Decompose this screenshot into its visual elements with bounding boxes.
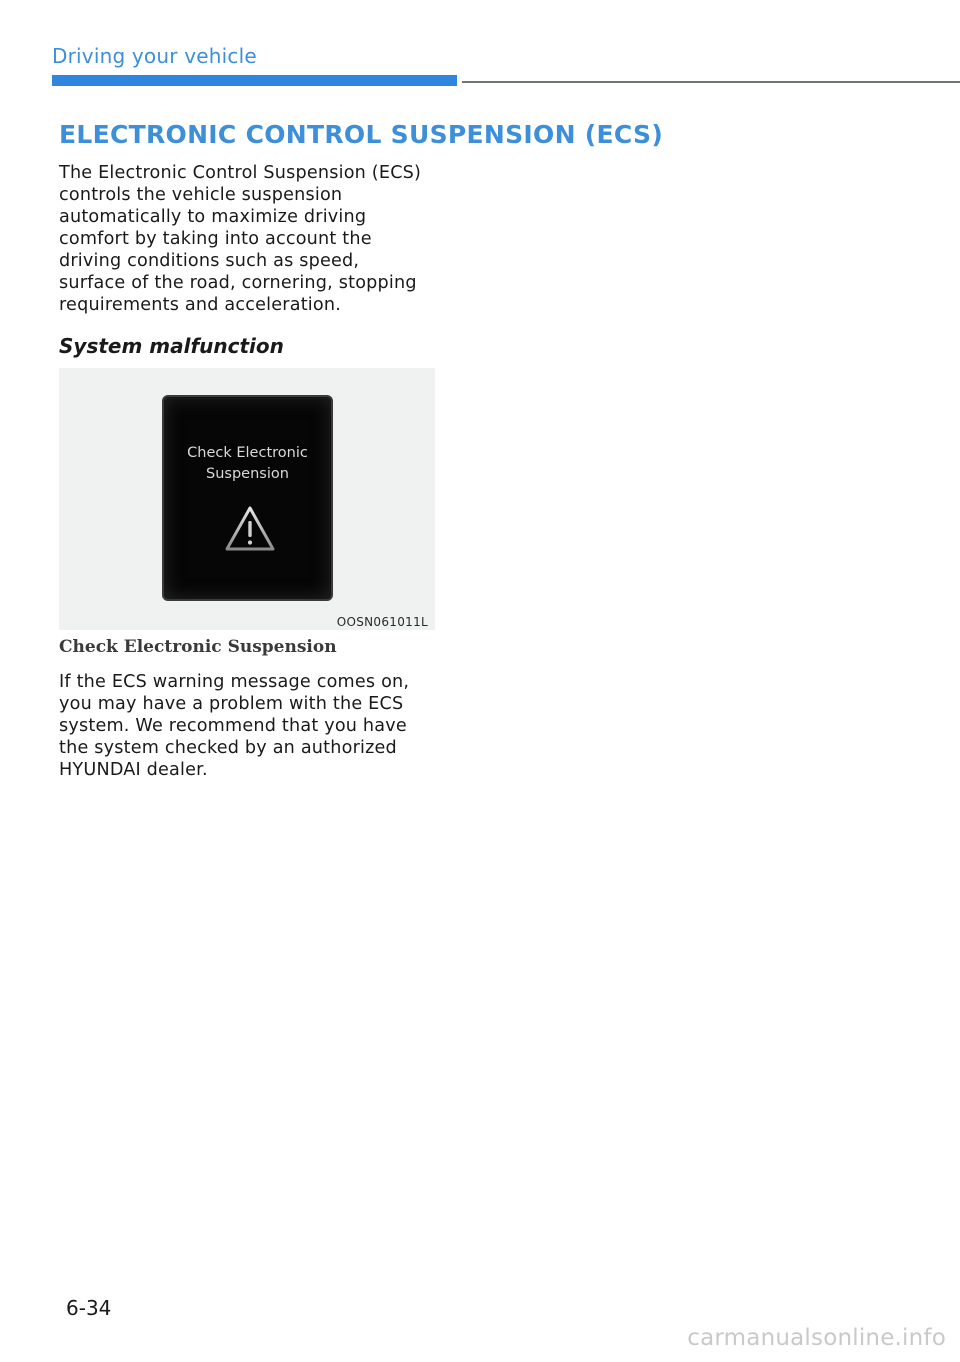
malfunction-paragraph: If the ECS warning message comes on, you may have a problem with the ECS system. We recommend that you have the system checked by an authorized HYUNDAI dealer. xyxy=(59,672,410,780)
screen-message xyxy=(164,443,331,485)
cluster-display-figure xyxy=(59,368,435,630)
watermark: carmanualsonline.info xyxy=(687,1325,946,1351)
header-divider-rule xyxy=(462,81,960,83)
intro-paragraph: The Electronic Control Suspension (ECS) controls the vehicle suspension automatically to maximize driving comfort by taking into account the driving conditions such as speed, surface of the road, cornering, stopping requirements and acceleration. xyxy=(59,163,422,315)
warning-triangle-icon xyxy=(224,503,276,555)
section-header: Driving your vehicle xyxy=(52,44,257,68)
subheading-system-malfunction: System malfunction xyxy=(59,334,284,358)
cluster-screen xyxy=(162,395,333,601)
screen-message-line2: Suspension xyxy=(206,466,289,482)
page-title: ELECTRONIC CONTROL SUSPENSION (ECS) xyxy=(59,120,664,149)
header-accent-rule xyxy=(52,75,457,86)
screen-message-line1: Check Electronic xyxy=(187,445,308,461)
figure-code: OOSN061011L xyxy=(336,615,428,629)
page-number: 6-34 xyxy=(66,1296,112,1320)
figure-caption: Check Electronic Suspension xyxy=(59,637,337,657)
